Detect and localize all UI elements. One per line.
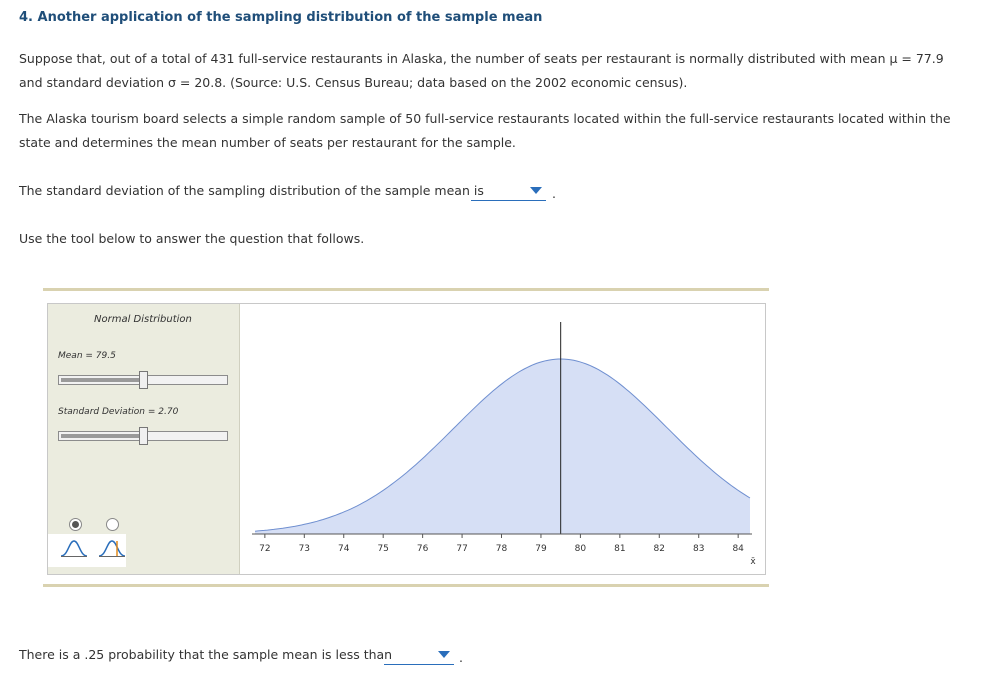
control-panel (48, 304, 240, 574)
problem-text-line: Suppose that, out of a total of 431 full-service restaurants in Alaska, the number of seats per restaurant is normally distributed with mean μ = 77.9 (19, 51, 944, 66)
sd-slider[interactable] (58, 431, 228, 441)
dropdown-arrow-icon (438, 651, 450, 658)
dropdown-arrow-icon (530, 187, 542, 194)
radio-tail-mode[interactable] (106, 518, 119, 531)
problem-text-line: state and determines the mean number of seats per restaurant for the sample. (19, 135, 516, 150)
x-tick-label: 83 (692, 544, 705, 554)
x-tick-label: 82 (653, 544, 666, 554)
mean-slider[interactable] (58, 375, 228, 385)
normal-curve-icon (60, 538, 88, 558)
sd-answer-dropdown[interactable] (471, 182, 546, 201)
density-area (255, 359, 750, 534)
x-tick-label: 81 (614, 544, 626, 554)
sd-slider-fill (61, 434, 141, 438)
tool-intro-text: Use the tool below to answer the question that follows. (19, 231, 365, 246)
divider (43, 584, 769, 587)
sd-slider-thumb[interactable] (139, 427, 148, 445)
divider (43, 288, 769, 291)
period: . (459, 650, 463, 665)
problem-text-line: and standard deviation σ = 20.8. (Source: U.S. Census Bureau; data based on the 2002 economic census). (19, 75, 688, 90)
x-tick-label: 84 (732, 544, 744, 554)
x-tick-label: 75 (377, 544, 389, 554)
x-tick-label: 74 (338, 544, 350, 554)
x-tick-label: 78 (495, 544, 508, 554)
x-tick-label: 77 (456, 544, 468, 554)
question-title: 4. Another application of the sampling distribution of the sample mean (19, 10, 543, 25)
x-tick-label: 79 (535, 544, 547, 554)
tail-area-icon (98, 538, 126, 558)
x-tick-label: 73 (298, 544, 311, 554)
mean-slider-fill (61, 378, 141, 382)
question-quantile-prompt: There is a .25 probability that the sample mean is less than (19, 647, 393, 662)
normal-distribution-tool (47, 303, 766, 575)
x-tick-label: 76 (416, 544, 429, 554)
x-axis-label: x̄ (750, 557, 756, 567)
x-tick-label: 72 (259, 544, 271, 554)
period: . (552, 186, 556, 201)
mean-slider-thumb[interactable] (139, 371, 148, 389)
quantile-answer-dropdown[interactable] (384, 646, 454, 665)
distribution-plot (240, 304, 765, 574)
mean-label: Mean = 79.5 (58, 351, 116, 361)
radio-normal-mode[interactable] (69, 518, 82, 531)
question-sd-prompt: The standard deviation of the sampling distribution of the sample mean is (19, 183, 484, 198)
problem-text-line: The Alaska tourism board selects a simple random sample of 50 full-service restaurants located within the full-service restaurants located within the (19, 111, 951, 126)
x-tick-label: 80 (574, 544, 587, 554)
panel-title: Normal Distribution (94, 314, 192, 325)
sd-label: Standard Deviation = 2.70 (58, 407, 179, 417)
